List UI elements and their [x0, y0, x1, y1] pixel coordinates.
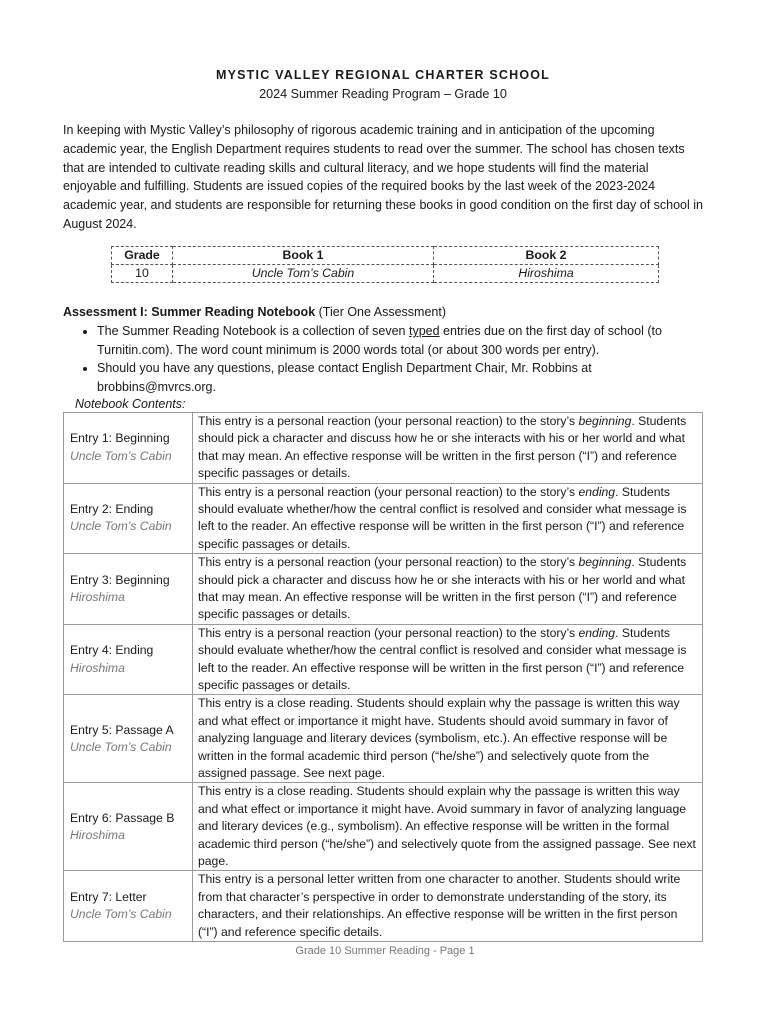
notebook-contents-label: Notebook Contents:: [75, 396, 186, 411]
entry-description-text: This entry is a personal reaction (your personal reaction) to the story’s: [198, 625, 579, 640]
entry-book: Uncle Tom’s Cabin: [70, 739, 172, 754]
books-cell-book2: Hiroshima: [434, 265, 659, 283]
books-cell-book1: Uncle Tom’s Cabin: [173, 265, 434, 283]
document-page: [63, 66, 703, 942]
entry-label-cell: [64, 783, 193, 871]
bullet-notebook-text-b: entries due on the first day of school (to Turnitin.com). The word count minimum is 2000 words total (or about 300 words per entry).: [97, 324, 662, 357]
entry-description: [193, 483, 703, 554]
entry-name: Entry 2: Ending: [70, 501, 154, 516]
books-cell-grade: 10: [112, 265, 173, 283]
entry-name: Entry 6: Passage B: [70, 810, 175, 825]
entry-description-emphasis: beginning: [578, 413, 632, 428]
books-header-book2: Book 2: [434, 247, 659, 265]
program-title: 2024 Summer Reading Program – Grade 10: [259, 87, 507, 101]
bullet-notebook: [97, 322, 703, 359]
typed-word: typed: [408, 324, 440, 339]
entry-name: Entry 4: Ending: [70, 643, 154, 658]
page-footer: Grade 10 Summer Reading - Page 1: [295, 945, 475, 957]
entry-row: [64, 783, 703, 871]
entry-description-emphasis: ending: [578, 484, 616, 499]
entry-name: Entry 1: Beginning: [70, 431, 170, 446]
entry-description-text: This entry is a personal reaction (your personal reaction) to the story’s: [198, 555, 579, 570]
entry-description-text: This entry is a close reading. Students should explain why the passage is written this way and what effect or importance it might have. Students should avoid summary in favor of analyzing language and literary devices (symbolism, etc.). An effective response will be written in the formal academic third person (“he/she”) and selectively quote from the assigned passage. See next page.: [198, 696, 680, 781]
entry-row: [64, 483, 703, 554]
entry-row: [64, 554, 703, 625]
assessment-bullets: [63, 322, 703, 396]
entries-table-body: [64, 412, 703, 941]
entry-label-cell: [64, 871, 193, 942]
assessment-heading-rest: (Tier One Assessment): [315, 305, 446, 320]
bullet-contact: • Should you have any questions, please contact English Department Chair, Mr. Robbins at brobbins@mvrcs.org.: [97, 359, 703, 396]
entry-description-emphasis: beginning: [578, 555, 632, 570]
entry-description-text: This entry is a personal reaction (your personal reaction) to the story’s: [198, 484, 579, 499]
entry-description: [193, 783, 703, 871]
bullet-notebook-text-a: The Summer Reading Notebook is a collection of seven: [97, 324, 409, 339]
entry-name: Entry 5: Passage A: [70, 722, 174, 737]
entry-description: [193, 624, 703, 695]
entries-table: [63, 412, 703, 942]
entry-description-text-end: . Students should pick a character and discuss how he or she interacts with his or her world and what that may mean. An effective response will be written in the first person (“I”) and reference specific passages or details.: [198, 555, 687, 622]
books-table-header-row: [112, 247, 659, 265]
entry-book: Hiroshima: [70, 827, 125, 842]
entry-row: [64, 412, 703, 483]
school-name: MYSTIC VALLEY REGIONAL CHARTER SCHOOL: [216, 68, 550, 82]
entry-name: Entry 3: Beginning: [70, 572, 170, 587]
entry-book: Hiroshima: [70, 589, 125, 604]
entry-name: Entry 7: Letter: [70, 889, 147, 904]
entry-description: [193, 695, 703, 783]
entry-description-text-end: . Students should pick a character and discuss how he or she interacts with his or her world and what that may mean. An effective response will be written in the first person (“I”) and reference specific passages or details.: [198, 413, 687, 481]
entry-description-text: This entry is a close reading. Students should explain why the passage is written this way and what effect or importance it might have. Avoid summary in favor of analyzing language and literary devices (e.g., symbolism). An effective response will be written in the formal academic third person (“he/she”) and selectively quote from the assigned passage. See next page.: [198, 784, 696, 869]
entry-label-cell: [64, 624, 193, 695]
assessment-heading: [63, 303, 703, 321]
entry-label-cell: [64, 483, 193, 554]
entry-description-text: This entry is a personal reaction (your personal reaction) to the story’s: [198, 413, 579, 428]
books-header-book1: Book 1: [173, 247, 434, 265]
books-table-row: [112, 265, 659, 283]
entry-book: Uncle Tom’s Cabin: [70, 907, 172, 922]
entry-book: Uncle Tom’s Cabin: [70, 448, 172, 463]
entry-description: [193, 412, 703, 483]
entry-row: [64, 871, 703, 942]
entry-description-text: This entry is a personal letter written from one character to another. Students should write from that character’s perspective in order to demonstrate understanding of the story, its characters, and their relationships. An effective response will be written in the first person (“I”) and reference specific details.: [198, 872, 681, 939]
intro-paragraph: In keeping with Mystic Valley’s philosophy of rigorous academic training and in anticipation of the upcoming academic year, the English Department requires students to read over the summer. The school has chosen texts that are intended to cultivate reading skills and cultural literacy, and we hope students will find the material enjoyable and fulfilling. Students are issued copies of the required books by the last week of the 2023-2024 academic year, and students are responsible for returning these books in good condition on the first day of school in August 2024.: [63, 123, 703, 231]
entry-description-emphasis: ending: [578, 625, 616, 640]
entry-description-text-end: . Students should evaluate whether/how the central conflict is resolved and consider what message is left to the reader. An effective response will be written in the first person (“I”) and reference specific passages or details.: [198, 484, 687, 551]
entry-book: Uncle Tom’s Cabin: [70, 519, 172, 534]
entry-description: [193, 554, 703, 625]
entry-description-text-end: . Students should evaluate whether/how the central conflict is resolved and consider what message is left to the reader. An effective response will be written in the first person (“I”) and reference specific passages or details.: [198, 625, 687, 692]
books-table: [111, 246, 659, 283]
assessment-heading-bold: Assessment I: Summer Reading Notebook: [63, 305, 316, 320]
entry-book: Hiroshima: [70, 660, 125, 675]
entry-row: [64, 624, 703, 695]
entry-label-cell: [64, 412, 193, 483]
entry-description: [193, 871, 703, 942]
entry-label-cell: [64, 695, 193, 783]
entry-row: [64, 695, 703, 783]
books-header-grade: Grade: [112, 247, 173, 265]
entry-label-cell: [64, 554, 193, 625]
